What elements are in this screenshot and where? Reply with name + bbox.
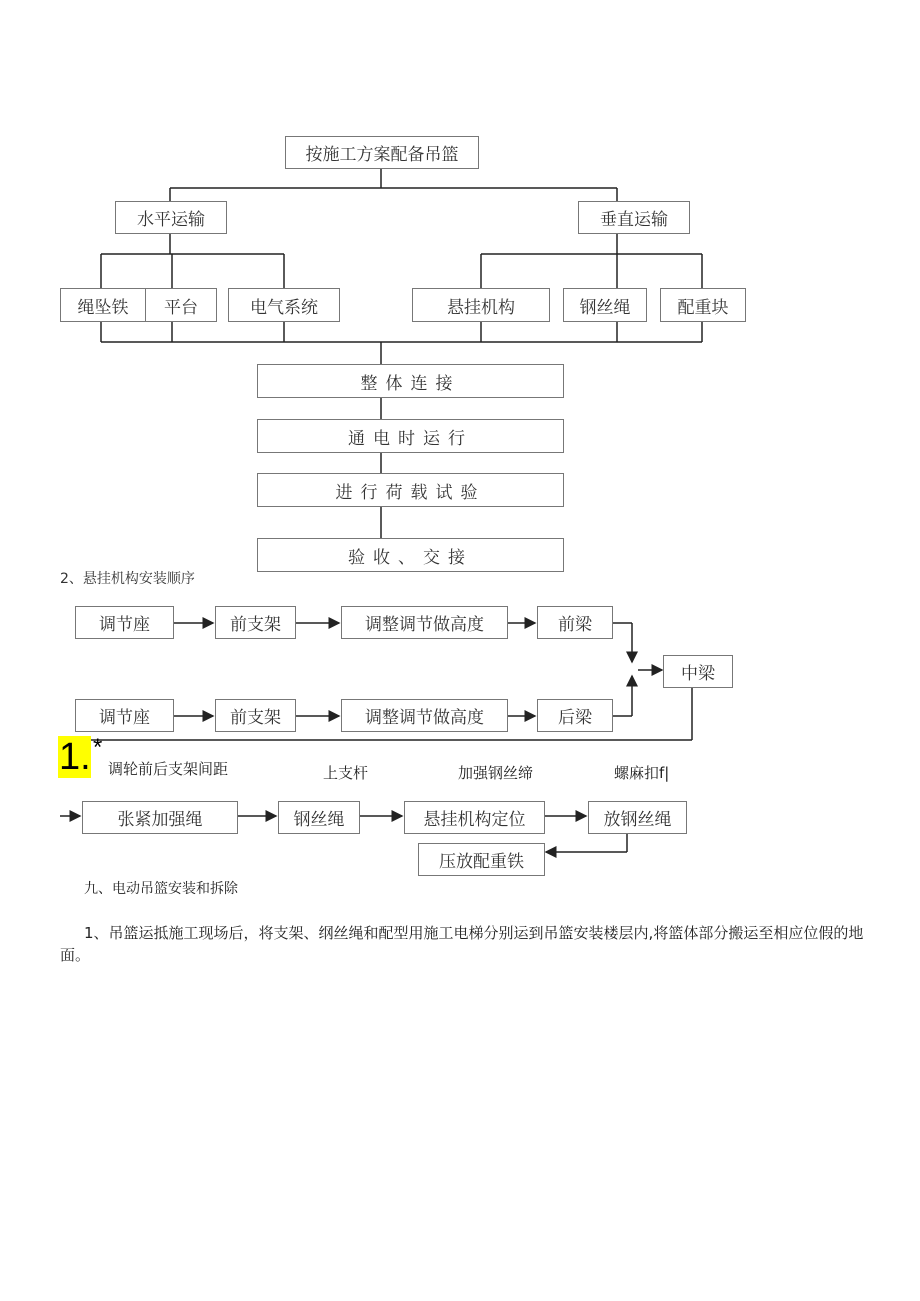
note-1: 上支杆 [323, 764, 369, 782]
row1-item-0: 调节座 [75, 606, 174, 639]
row1-item-2: 调整调节做高度 [341, 606, 508, 639]
row2-item-2: 调整调节做高度 [341, 699, 508, 732]
box-h-item-1: 平台 [145, 288, 217, 322]
box-step-2: 进行荷载试验 [257, 473, 564, 507]
box-v-item-0: 悬挂机构 [412, 288, 550, 322]
row3-item-3: 放钢丝绳 [588, 801, 687, 834]
row2-item-0: 调节座 [75, 699, 174, 732]
box-h-item-2: 电气系统 [228, 288, 340, 322]
box-vertical-transport: 垂直运输 [578, 201, 690, 234]
box-step-0: 整体连接 [257, 364, 564, 398]
section-9-title: 九、电动吊篮安装和拆除 [84, 881, 238, 897]
note-3: 螺麻扣f| [614, 764, 670, 782]
box-horizontal-transport: 水平运输 [115, 201, 227, 234]
box-press-counterweight: 压放配重铁 [418, 843, 545, 876]
row2-item-1: 前支架 [215, 699, 296, 732]
box-middle-beam: 中梁 [663, 655, 733, 688]
asterisk-mark: * [93, 734, 103, 761]
paragraph-1: 1、吊篮运抵施工现场后，将支架、纲丝绳和配型用施工电梯分别运到吊篮安装楼层内,将篮体部分搬运至相应位假的地面。 [60, 924, 864, 964]
section-2-title: 2、悬挂机构安装顺序 [60, 571, 195, 587]
row2-item-3: 后梁 [537, 699, 613, 732]
list-number-badge: 1. [59, 736, 91, 778]
row1-item-1: 前支架 [215, 606, 296, 639]
box-v-item-2: 配重块 [660, 288, 746, 322]
box-h-item-0: 绳坠铁 [60, 288, 146, 322]
box-top: 按施工方案配备吊篮 [285, 136, 479, 169]
note-2: 加强钢丝缔 [458, 764, 534, 782]
row1-item-3: 前梁 [537, 606, 613, 639]
row3-item-0: 张紧加强绳 [82, 801, 238, 834]
row3-item-2: 悬挂机构定位 [404, 801, 545, 834]
note-0: 调轮前后支架间距 [108, 760, 229, 778]
box-step-1: 通电时运行 [257, 419, 564, 453]
box-v-item-1: 钢丝绳 [563, 288, 647, 322]
box-step-3: 验收、交接 [257, 538, 564, 572]
row3-item-1: 钢丝绳 [278, 801, 360, 834]
